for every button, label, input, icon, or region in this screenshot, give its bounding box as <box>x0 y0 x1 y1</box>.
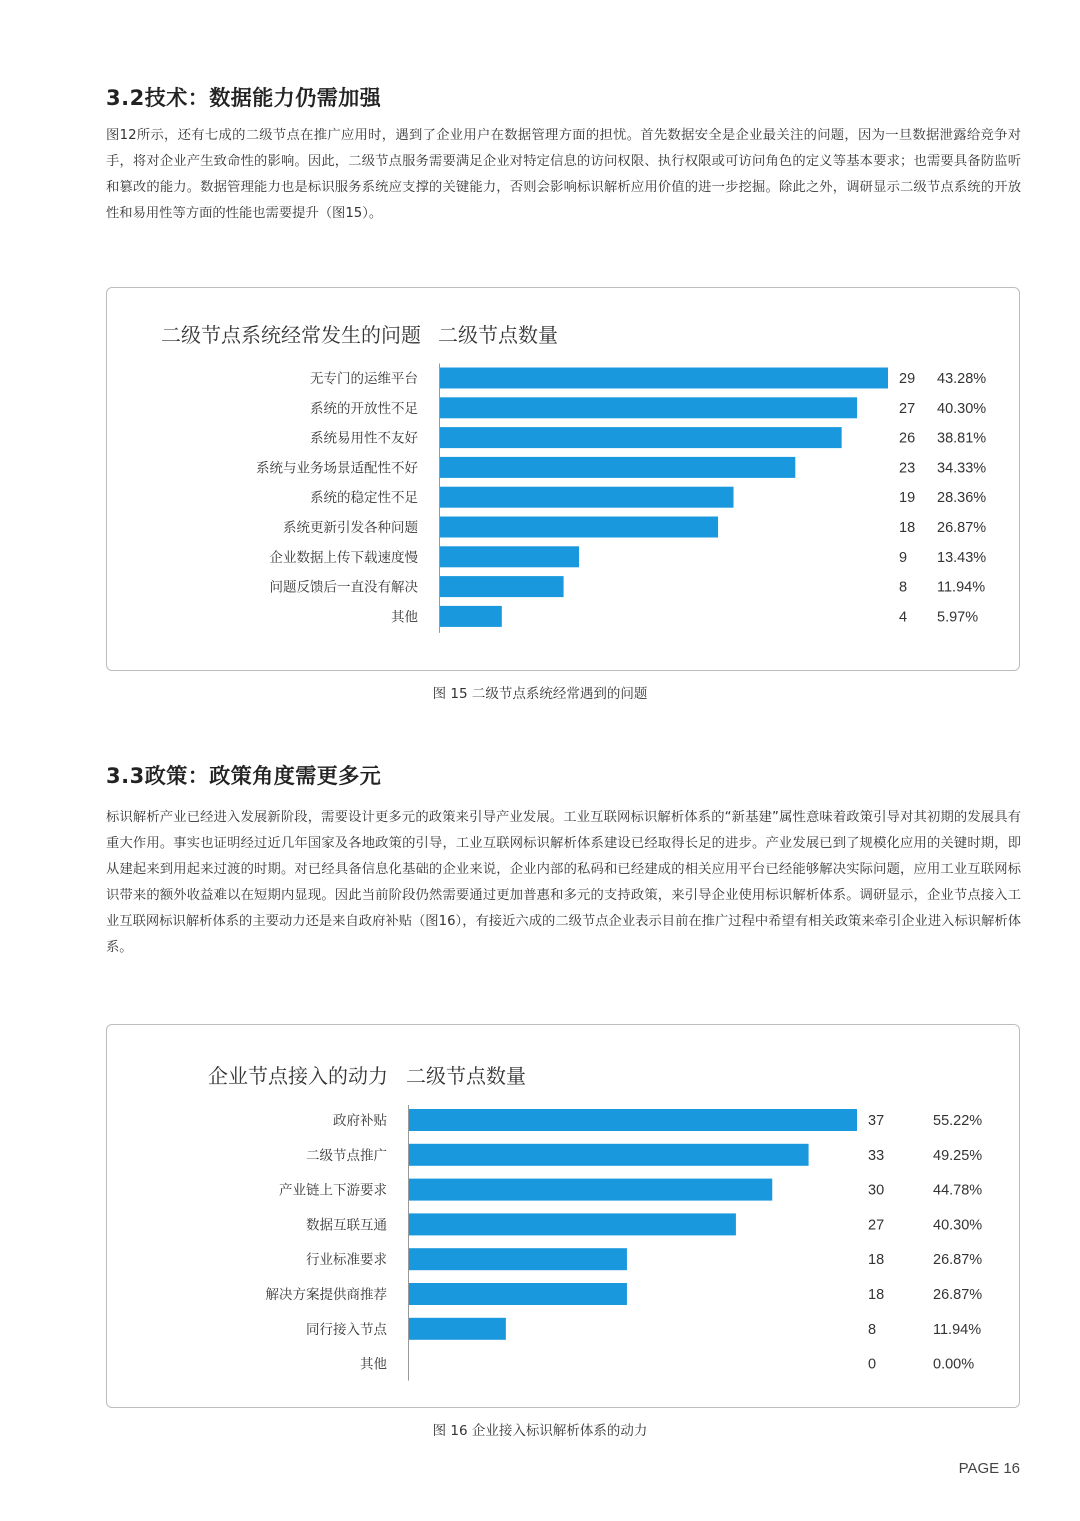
paragraph-policy: 标识解析产业已经进入发展新阶段，需要设计更多元的政策来引导产业发展。工业互联网标识解析体系的“新基建”属性意味着政策引导对其初期的发展具有重大作用。事实也证明经过近几年国家及各地政策的引导，工业互联网标识解析体系建设已经取得长足的进步。产业发展已到了规模化应用的关键时期，即从建起来到用起来过渡的时期。对已经具备信息化基础的企业来说，企业内部的私码和已经建成的相关应用平台已经能够解决实际问题，应用工业互联网标识带来的额外收益难以在短期内显现。因此当前阶段仍然需要通过更加普惠和多元的支持政策，来引导企业使用标识解析体系。调研显示，企业节点接入工业互联网标识解析体系的主要动力还是来自政府补贴（图16），有接近六成的二级节点企业表示目前在推广过程中希望有相关政策来牵引企业进入标识解析体系。 <box>106 810 1021 955</box>
chart-category-label: 系统的开放性不足 <box>310 400 418 417</box>
chart-bar <box>440 517 718 538</box>
chart-svg-15 <box>107 288 1019 670</box>
chart-bar <box>409 1213 736 1235</box>
chart-value-label: 8 <box>899 579 908 596</box>
chart-bar <box>409 1144 809 1166</box>
chart-title-right: 二级节点数量 <box>406 1064 526 1088</box>
chart-percent-label: 34.33% <box>937 460 987 477</box>
chart-percent-label: 28.36% <box>937 490 987 507</box>
chart-percent-label: 43.28% <box>937 371 987 387</box>
section-title-tech: 3.2技术：数据能力仍需加强 <box>106 86 382 110</box>
chart-category-label: 问题反馈后一直没有解决 <box>269 579 418 596</box>
chart-value-label: 33 <box>868 1147 885 1164</box>
chart-category-label: 二级节点推广 <box>306 1147 387 1164</box>
chart-value-label: 27 <box>899 400 916 417</box>
section-title-policy: 3.3政策：政策角度需更多元 <box>106 764 382 788</box>
chart-percent-label: 44.78% <box>933 1182 983 1199</box>
chart-value-label: 18 <box>899 520 916 536</box>
chart-bar <box>409 1248 627 1270</box>
chart-percent-label: 49.25% <box>933 1147 983 1164</box>
chart-percent-label: 13.43% <box>937 549 987 566</box>
chart-title-left: 二级节点系统经常发生的问题 <box>161 323 421 347</box>
chart-title-right: 二级节点数量 <box>438 323 558 347</box>
caption-figure-15: 图 15 二级节点系统经常遇到的问题 <box>432 686 648 702</box>
chart-value-label: 30 <box>868 1182 885 1199</box>
chart-value-label: 27 <box>868 1217 885 1234</box>
chart-value-label: 18 <box>868 1252 885 1269</box>
chart-percent-label: 5.97% <box>937 609 979 626</box>
chart-percent-label: 11.94% <box>933 1321 982 1338</box>
chart-bar <box>440 576 564 597</box>
chart-bar <box>409 1109 857 1131</box>
chart-bar <box>440 427 842 448</box>
chart-value-label: 23 <box>899 460 916 477</box>
chart-bar <box>440 546 579 567</box>
chart-category-label: 数据互联互通 <box>306 1217 387 1234</box>
chart-category-label: 产业链上下游要求 <box>279 1182 387 1199</box>
caption-figure-16: 图 16 企业接入标识解析体系的动力 <box>432 1423 648 1439</box>
chart-value-label: 8 <box>868 1321 877 1338</box>
chart-category-label: 系统与业务场景适配性不好 <box>256 460 418 477</box>
chart-value-label: 9 <box>899 549 908 566</box>
chart-category-label: 同行接入节点 <box>306 1321 387 1338</box>
chart-category-label: 其他 <box>391 609 418 626</box>
chart-bar <box>409 1318 506 1340</box>
chart-bar <box>440 368 888 389</box>
chart-percent-label: 26.87% <box>937 520 987 536</box>
chart-bar <box>440 397 857 418</box>
chart-category-label: 系统更新引发各种问题 <box>283 520 418 536</box>
chart-category-label: 系统的稳定性不足 <box>310 490 418 507</box>
chart-category-label: 其他 <box>360 1356 387 1373</box>
chart-category-label: 行业标准要求 <box>306 1252 387 1269</box>
chart-percent-label: 40.30% <box>937 400 987 417</box>
chart-percent-label: 26.87% <box>933 1287 983 1303</box>
chart-figure-15 <box>106 287 1020 671</box>
chart-category-label: 无专门的运维平台 <box>310 371 418 387</box>
chart-category-label: 系统易用性不友好 <box>310 430 418 447</box>
chart-percent-label: 11.94% <box>937 579 986 596</box>
chart-bar <box>440 457 795 478</box>
chart-value-label: 0 <box>868 1356 877 1373</box>
chart-percent-label: 38.81% <box>937 430 987 447</box>
chart-category-label: 政府补贴 <box>333 1113 387 1129</box>
chart-svg-16 <box>107 1025 1019 1407</box>
chart-value-label: 37 <box>868 1113 885 1129</box>
chart-value-label: 19 <box>899 490 916 507</box>
chart-value-label: 26 <box>899 430 916 447</box>
page-number: PAGE 16 <box>958 1460 1020 1477</box>
chart-category-label: 企业数据上传下载速度慢 <box>269 549 418 566</box>
chart-category-label: 解决方案提供商推荐 <box>265 1287 387 1303</box>
chart-percent-label: 0.00% <box>933 1356 975 1373</box>
chart-title-left: 企业节点接入的动力 <box>208 1064 388 1088</box>
chart-bar <box>409 1179 772 1201</box>
chart-value-label: 18 <box>868 1287 885 1303</box>
chart-bar <box>409 1283 627 1305</box>
chart-bar <box>440 606 502 627</box>
chart-value-label: 29 <box>899 371 916 387</box>
chart-percent-label: 40.30% <box>933 1217 983 1234</box>
chart-percent-label: 55.22% <box>933 1113 983 1129</box>
paragraph-tech: 图12所示，还有七成的二级节点在推广应用时，遇到了企业用户在数据管理方面的担忧。首先数据安全是企业最关注的问题，因为一旦数据泄露给竞争对手，将对企业产生致命性的影响。因此，二级节点服务需要满足企业对特定信息的访问权限、执行权限或可访问角色的定义等基本要求；也需要具备防监听和篡改的能力。数据管理能力也是标识服务系统应支撑的关键能力，否则会影响标识解析应用价值的进一步挖掘。除此之外，调研显示二级节点系统的开放性和易用性等方面的性能也需要提升（图15）。 <box>106 128 1021 221</box>
chart-figure-16 <box>106 1024 1020 1408</box>
chart-bar <box>440 487 734 508</box>
chart-value-label: 4 <box>899 609 908 626</box>
chart-percent-label: 26.87% <box>933 1252 983 1269</box>
